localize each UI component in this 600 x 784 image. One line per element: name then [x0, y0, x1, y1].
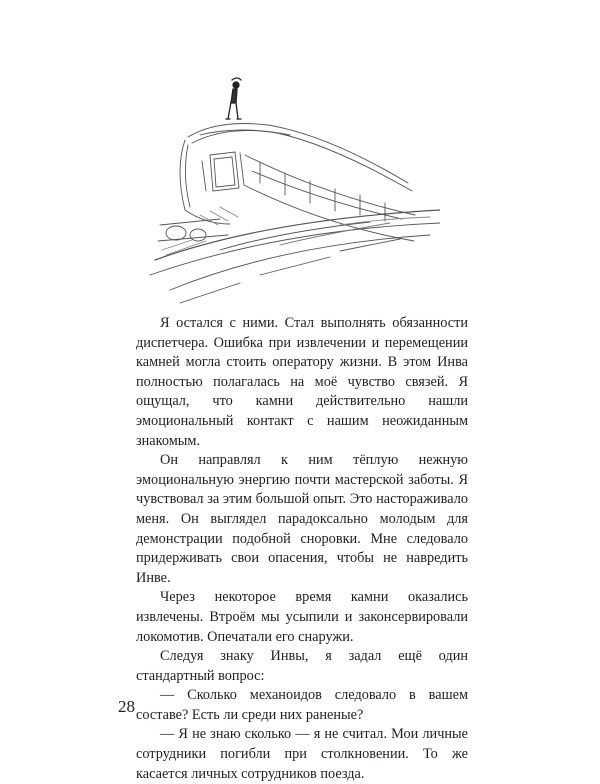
paragraph: Он направлял к ним тёплую нежную эмоциональную энергию почти мастерской заботы. Я чувствовал за этим большой опыт. Это настораживало меня. Он выглядел парадоксально молодым для демонстрации подобной сноровки. Мне следовало придерживать свои опасения, чтобы не навредить Инве.: [136, 452, 468, 586]
paragraph: Я остался с ними. Стал выполнять обязанности диспетчера. Ошибка при извлечении и перемещении камней могла стоить оператору жизни. В этом Инва полностью полагалась на моё чувство связей. Я ощущал, что камни действительно нашли эмоциональный контакт с нашим неожиданным знакомым.: [136, 315, 468, 449]
page-number: 28: [118, 697, 135, 716]
train-sketch-illustration: [140, 75, 440, 305]
paragraph: Через некоторое время камни оказались извлечены. Втроём мы усыпили и законсервировали локомотив. Опечатали его снаружи.: [136, 589, 468, 645]
paragraph: — Сколько механоидов следовало в вашем составе? Есть ли среди них раненые?: [136, 687, 468, 723]
body-text: [136, 314, 468, 784]
paragraph: Следуя знаку Инвы, я задал ещё один стандартный вопрос:: [136, 648, 468, 684]
train-sketch-icon: [140, 75, 440, 305]
paragraph: — Я не знаю сколько — я не считал. Мои личные сотрудники погибли при столкновении. То же касается личных сотрудников поезда.: [136, 726, 468, 782]
